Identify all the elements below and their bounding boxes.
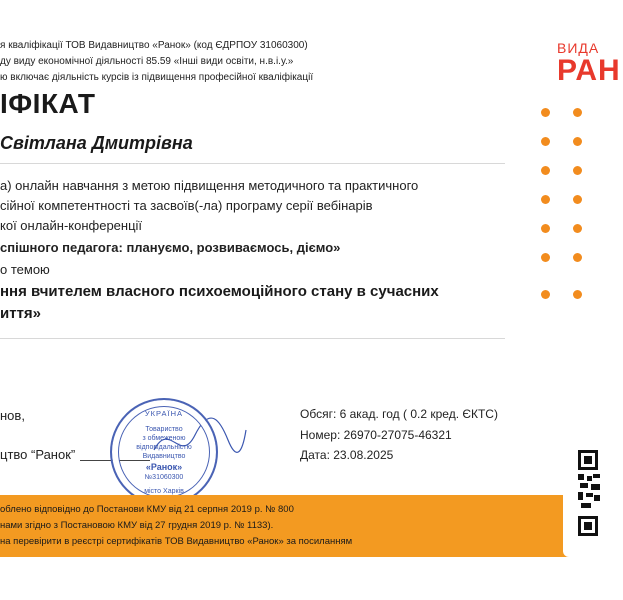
stamp-code: №31060300	[144, 474, 184, 481]
stamp-inner-1: Товариство	[145, 426, 183, 433]
signatory-name: нов,	[0, 408, 25, 423]
logo-top-text: ВИДА	[557, 40, 600, 56]
topic-line-2: иття»	[0, 305, 42, 322]
footer-line-3: на перевірити в реєстрі сертифікатів ТОВ Видавництво «Ранок» за посиланням	[0, 536, 353, 547]
stamp-ring-top: УКРАЇНА	[144, 409, 184, 418]
topic-intro: о темою	[0, 262, 50, 277]
body-line-1: а) онлайн навчання з метою підвищення методичного та практичного	[0, 178, 419, 193]
header-line-1: я кваліфікації ТОВ Видавництво «Ранок» (код ЄДРПОУ 31060300)	[0, 40, 308, 51]
body-line-3: кої онлайн-конференції	[0, 218, 143, 233]
stamp-ring-bottom: місто Харків	[144, 488, 184, 495]
stamp-inner-2: з обмеженою	[142, 435, 186, 442]
qr-code-icon[interactable]	[578, 450, 600, 540]
logo-bottom-text: РАН	[557, 54, 621, 87]
certificate-title: ІФІКАТ	[0, 88, 96, 119]
body-line-2: сійної компетентності та засвоїв(-ла) програму серії вебінарів	[0, 198, 373, 213]
header-line-3: ю включає діяльність курсів із підвищення професійної кваліфікації	[0, 72, 314, 83]
recipient-name: Світлана Дмитрівна	[0, 133, 193, 153]
signatory-organization: цтво “Ранок”	[0, 447, 76, 462]
header-line-2: ду виду економічної діяльності 85.59 «Інші види освіти, н.в.і.у.»	[0, 56, 294, 67]
stamp-center: «Ранок»	[145, 462, 183, 472]
stamp-inner-3: відповідальністю	[136, 444, 192, 451]
certificate-number: Номер: 26970-27075-46321	[300, 428, 452, 442]
topic-line-1: ння вчителем власного психоемоційного стану в сучасних	[0, 283, 439, 300]
divider-top	[0, 163, 505, 164]
footer-line-2: нами згідно з Постановою КМУ від 27 грудня 2019 р. № 1133).	[0, 520, 274, 531]
footer-line-1: облено відповідно до Постанови КМУ від 21 серпня 2019 р. № 800	[0, 504, 294, 515]
issue-date: Дата: 23.08.2025	[300, 448, 394, 462]
official-stamp	[110, 398, 218, 506]
divider-bottom	[0, 338, 505, 339]
event-title: спішного педагога: плануємо, розвиваємось, діємо»	[0, 240, 341, 255]
stamp-inner-4: Видавництво	[142, 453, 186, 460]
course-volume: Обсяг: 6 акад. год ( 0.2 кред. ЄКТС)	[300, 407, 498, 421]
